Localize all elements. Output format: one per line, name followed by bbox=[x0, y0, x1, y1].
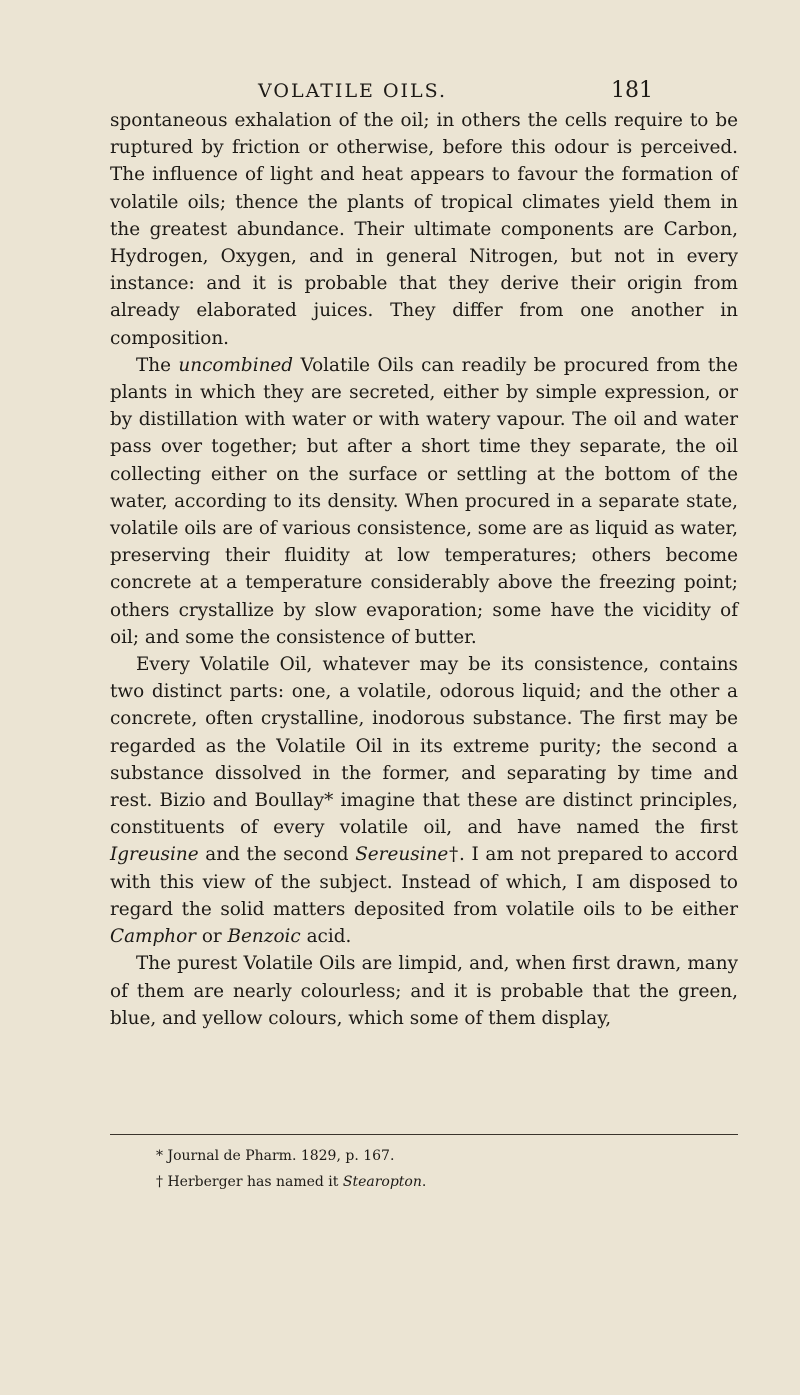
footnote-herberger: † Herberger has named it Stearopton. bbox=[156, 1174, 427, 1190]
italic-term: Sereusine bbox=[355, 844, 449, 866]
page-number: 181 bbox=[611, 78, 653, 103]
paragraph-continuation: spontaneous exhalation of the oil; in others the cells require to be ruptured by friction or otherwise, before this odour is perceived. The influence of light and heat appears to favour the formation of volatile oils; thence the plants of tropical climates yield them in the greatest abundance. Their ultimate components are Carbon, Hydrogen, Oxygen, and in general Nitrogen, but not in every instance: and it is probable that they derive their origin from already elaborated juices. They differ from one another in composition. bbox=[110, 110, 738, 349]
running-head bbox=[0, 76, 800, 106]
footnote-rule bbox=[110, 1134, 738, 1135]
italic-term: Stearopton bbox=[342, 1174, 422, 1190]
paragraph-uncombined-oils: The uncombined Volatile Oils can readily be procured from the plants in which they are secreted, either by simple expression, or by distillation with water or with watery vapour. The oil and water pass over together; but after a short time they separate, the oil collecting either on the surface or settling at the bottom of the water, according to its density. When procured in a separate state, volatile oils are of various consistence, some are as liquid as water, preserving their fluidity at low temperatures; others become concrete at a temperature considerably above the freezing point; others crystallize by slow evaporation; some have the vicidity of oil; and some the consistence of butter. bbox=[110, 354, 738, 648]
paragraph-colour: The purest Volatile Oils are limpid, and, when first drawn, many of them are nearly colourless; and it is probable that the green, blue, and yellow colours, which some of them display, bbox=[110, 953, 738, 1029]
italic-term: Camphor bbox=[110, 926, 196, 948]
running-title: VOLATILE OILS. bbox=[258, 80, 448, 102]
italic-term: uncombined bbox=[178, 354, 294, 376]
body-text bbox=[110, 107, 738, 1032]
italic-term: Benzoic bbox=[227, 926, 301, 948]
footnotes bbox=[110, 1143, 738, 1195]
footnote-journal: * Journal de Pharm. 1829, p. 167. bbox=[156, 1148, 395, 1164]
italic-term: Igreusine bbox=[110, 844, 199, 866]
paragraph-two-parts: Every Volatile Oil, whatever may be its consistence, contains two distinct parts: one, a volatile, odorous liquid; and the other a concrete, often crystalline, inodorous substance. The first may be regarded as the Volatile Oil in its extreme purity; the second a substance dissolved in the former, and separating by time and rest. Bizio and Boullay* imagine that these are distinct principles, constituents of every volatile oil, and have named the first Igreusine and the second Sereusine†. I am not prepared to accord with this view of the subject. Instead of which, I am disposed to regard the solid matters deposited from volatile oils to be either Camphor or Benzoic acid. bbox=[110, 654, 738, 948]
